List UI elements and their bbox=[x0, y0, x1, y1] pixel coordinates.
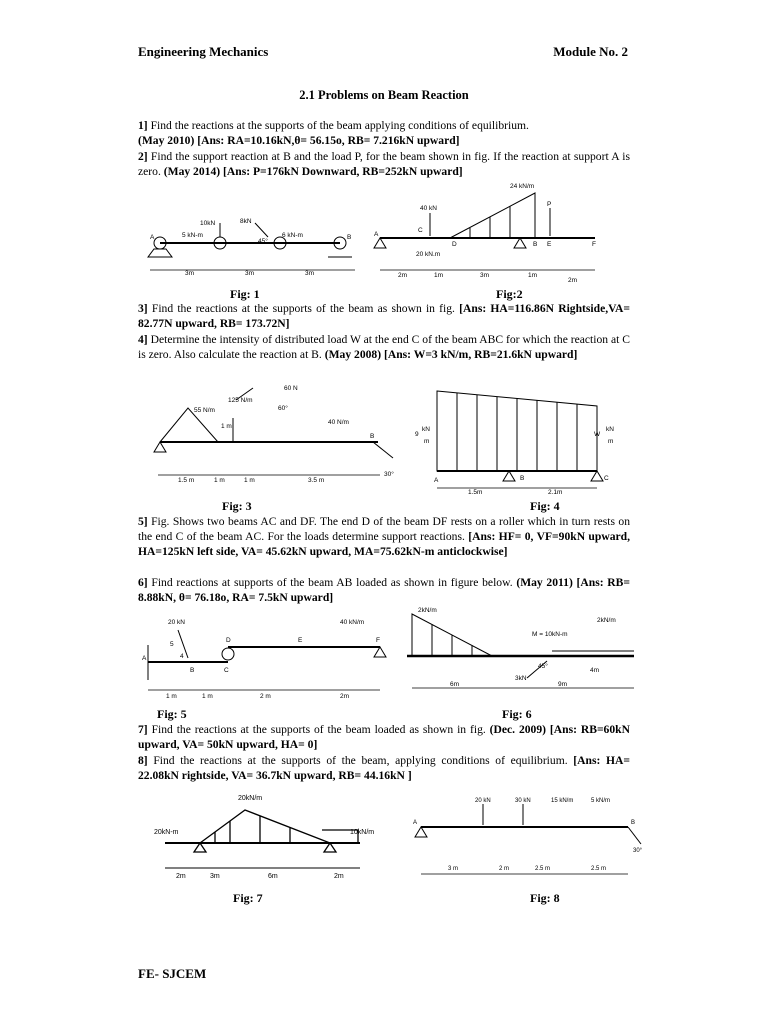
fig7-label: 3m bbox=[210, 873, 220, 880]
figure-3 bbox=[148, 380, 410, 495]
fig8-label: 5 kN/m bbox=[591, 798, 611, 804]
figure-7-caption: Fig: 7 bbox=[233, 891, 263, 905]
fig8-label: 15 kN/m bbox=[551, 798, 574, 804]
fig2-label: 20 kN.m bbox=[416, 251, 441, 258]
figure-4 bbox=[412, 386, 622, 498]
fig3-label: 30° bbox=[384, 471, 394, 478]
header-subject: Engineering Mechanics bbox=[138, 44, 269, 59]
figure-6 bbox=[402, 606, 642, 706]
fig6-label: 2kN/m bbox=[597, 617, 616, 624]
fig5-label: 40 kN/m bbox=[340, 619, 365, 626]
figure-8 bbox=[403, 792, 648, 884]
fig5-label: E bbox=[298, 637, 303, 644]
fig1-label: 3m bbox=[305, 270, 315, 277]
fig3-label: 1.5 m bbox=[178, 477, 195, 484]
fig5-label: 20 kN bbox=[168, 619, 185, 626]
fig7-label: 20kN-m bbox=[154, 829, 179, 836]
fig1-label: 45° bbox=[258, 238, 268, 245]
fig8-label: B bbox=[631, 820, 636, 826]
fig4-label: kN bbox=[422, 426, 430, 433]
fig3-label: 3.5 m bbox=[308, 477, 325, 484]
figure-5-caption: Fig: 5 bbox=[157, 707, 187, 721]
figure-2-caption: Fig:2 bbox=[496, 287, 523, 301]
fig5-label: 5 bbox=[170, 641, 174, 648]
fig5-label: 2m bbox=[340, 693, 350, 700]
fig8-label: 30 kN bbox=[515, 798, 531, 804]
fig5-label: C bbox=[224, 667, 229, 674]
figure-7 bbox=[150, 788, 385, 886]
section-title: 2.1 Problems on Beam Reaction bbox=[299, 88, 469, 102]
fig3-label: 1 m bbox=[221, 423, 232, 430]
fig4-label: kN bbox=[606, 426, 614, 433]
problem-8: 8] Find the reactions at the supports of the beam, applying conditions of equilibrium. [Ans: HA= 22.08kN rightside, VA= 36.7kN upward, RB= 44.16kN ] bbox=[138, 754, 630, 783]
fig2-label: P bbox=[547, 201, 552, 208]
fig2-label: 40 kN bbox=[420, 205, 437, 212]
fig4-label: 1.5m bbox=[468, 489, 483, 496]
fig8-label: 3 m bbox=[448, 866, 459, 872]
problem-7: 7] Find the reactions at the supports of the beam loaded as shown in fig. (Dec. 2009) [Ans: RB=60kN upward, VA= 50kN upward, HA= 0] bbox=[138, 723, 630, 752]
fig2-label: B bbox=[533, 241, 538, 248]
fig6-label: 2kN/m bbox=[418, 607, 437, 614]
fig7-label: 2m bbox=[334, 873, 344, 880]
fig8-label: 2 m bbox=[499, 866, 510, 872]
problem-2: 2] Find the support reaction at B and the load P, for the beam shown in fig. If the reaction at support A is zero. (May 2014) [Ans: P=176kN Downward, RB=252kN upward] bbox=[138, 150, 630, 179]
fig5-label: A bbox=[142, 655, 147, 662]
footer: FE- SJCEM bbox=[138, 966, 207, 981]
fig3-label: 125 N/m bbox=[228, 397, 253, 404]
fig4-label: m bbox=[608, 438, 614, 445]
fig6-label: 4m bbox=[590, 667, 600, 674]
fig2-label: 1m bbox=[528, 272, 538, 279]
fig3-label: 40 N/m bbox=[328, 419, 349, 426]
fig6-label: 9m bbox=[558, 681, 568, 688]
fig7-label: 6m bbox=[268, 873, 278, 880]
fig1-label: 10kN bbox=[200, 220, 216, 227]
fig4-label: B bbox=[520, 475, 525, 482]
fig8-label: 30° bbox=[633, 848, 643, 854]
fig5-label: D bbox=[226, 637, 231, 644]
fig6-label: 6m bbox=[450, 681, 460, 688]
fig1-label: 6 kN-m bbox=[282, 232, 303, 239]
fig1-label: 5 kN-m bbox=[182, 232, 203, 239]
problem-3: 3] Find the reactions at the supports of the beam as shown in fig. [Ans: HA=116.86N Rightside,VA= 82.77N upward, RB= 173.72N] bbox=[138, 302, 630, 331]
fig6-label: M = 10kN-m bbox=[532, 631, 568, 638]
fig7-label: 20kN/m bbox=[238, 795, 263, 802]
fig2-label: D bbox=[452, 241, 457, 248]
fig4-label: W bbox=[594, 431, 601, 438]
problem-5: 5] Fig. Shows two beams AC and DF. The end D of the beam DF rests on a roller which in turn rests on the end C of the beam AC. For the loads determine support reactions. [Ans: HF= 0, VF=90kN upward, HA=125kN left side, VA= 45.62kN upward, MA=75.62kN-m anticlockwise] bbox=[138, 515, 630, 559]
fig2-label: F bbox=[592, 241, 596, 248]
fig8-label: 2.5 m bbox=[591, 866, 607, 872]
figure-1-caption: Fig: 1 bbox=[230, 287, 260, 301]
fig4-label: 9 bbox=[415, 431, 419, 438]
figure-3-caption: Fig: 3 bbox=[222, 499, 252, 513]
problem-1: 1] Find the reactions at the supports of the beam applying conditions of equilibrium. (May 2010) [Ans: RA=10.16kN,θ= 56.15o, RB= 7.216kN upward] bbox=[138, 119, 529, 148]
fig3-label: 55 N/m bbox=[194, 407, 215, 414]
fig8-label: 2.5 m bbox=[535, 866, 551, 872]
fig4-label: 2.1m bbox=[548, 489, 563, 496]
figure-4-caption: Fig: 4 bbox=[530, 499, 560, 513]
problem-4: 4] Determine the intensity of distributed load W at the end C of the beam ABC for which the reaction at C is zero. Also calculate the reaction at B. (May 2008) [Ans: W=3 kN/m, RB=21.6kN upward] bbox=[138, 333, 630, 362]
fig5-label: F bbox=[376, 637, 380, 644]
fig4-label: m bbox=[424, 438, 430, 445]
fig2-label: 3m bbox=[480, 272, 490, 279]
fig1-label: A bbox=[150, 234, 155, 241]
fig2-label: A bbox=[374, 231, 379, 238]
fig8-label: A bbox=[413, 820, 418, 826]
fig4-label: C bbox=[604, 475, 609, 482]
fig1-label: 3m bbox=[185, 270, 195, 277]
fig2-label: 1m bbox=[434, 272, 444, 279]
fig7-label: 2m bbox=[176, 873, 186, 880]
fig5-label: 1 m bbox=[166, 693, 177, 700]
fig5-label: 4 bbox=[180, 653, 184, 660]
fig6-label: 45° bbox=[538, 663, 548, 670]
fig3-label: 60° bbox=[278, 405, 288, 412]
fig4-label: A bbox=[434, 477, 439, 484]
fig7-label: 10kN/m bbox=[350, 829, 375, 836]
fig3-label: 60 N bbox=[284, 385, 298, 392]
fig2-label: E bbox=[547, 241, 552, 248]
fig2-label: 2m bbox=[568, 277, 578, 284]
fig8-label: 20 kN bbox=[475, 798, 491, 804]
fig1-label: 3m bbox=[245, 270, 255, 277]
figure-1 bbox=[140, 205, 365, 285]
fig5-label: 2 m bbox=[260, 693, 271, 700]
fig3-label: 1 m bbox=[244, 477, 255, 484]
fig3-label: 1 m bbox=[214, 477, 225, 484]
fig5-label: 1 m bbox=[202, 693, 213, 700]
figure-2 bbox=[370, 178, 605, 288]
fig2-label: 2m bbox=[398, 272, 408, 279]
fig1-label: 8kN bbox=[240, 218, 252, 225]
fig1-label: B bbox=[347, 234, 352, 241]
fig6-label: 3kN bbox=[515, 675, 527, 682]
fig3-label: B bbox=[370, 433, 375, 440]
figure-8-caption: Fig: 8 bbox=[530, 891, 560, 905]
header-module: Module No. 2 bbox=[553, 44, 628, 59]
fig5-label: B bbox=[190, 667, 195, 674]
problem-6: 6] Find reactions at supports of the beam AB loaded as shown in figure below. (May 2011) [Ans: RB= 8.88kN, θ= 76.18o, RA= 7.5kN upward] bbox=[138, 576, 630, 605]
fig2-label: C bbox=[418, 227, 423, 234]
fig2-label: 24 kN/m bbox=[510, 183, 535, 190]
figure-6-caption: Fig: 6 bbox=[502, 707, 532, 721]
figure-5 bbox=[140, 610, 395, 705]
